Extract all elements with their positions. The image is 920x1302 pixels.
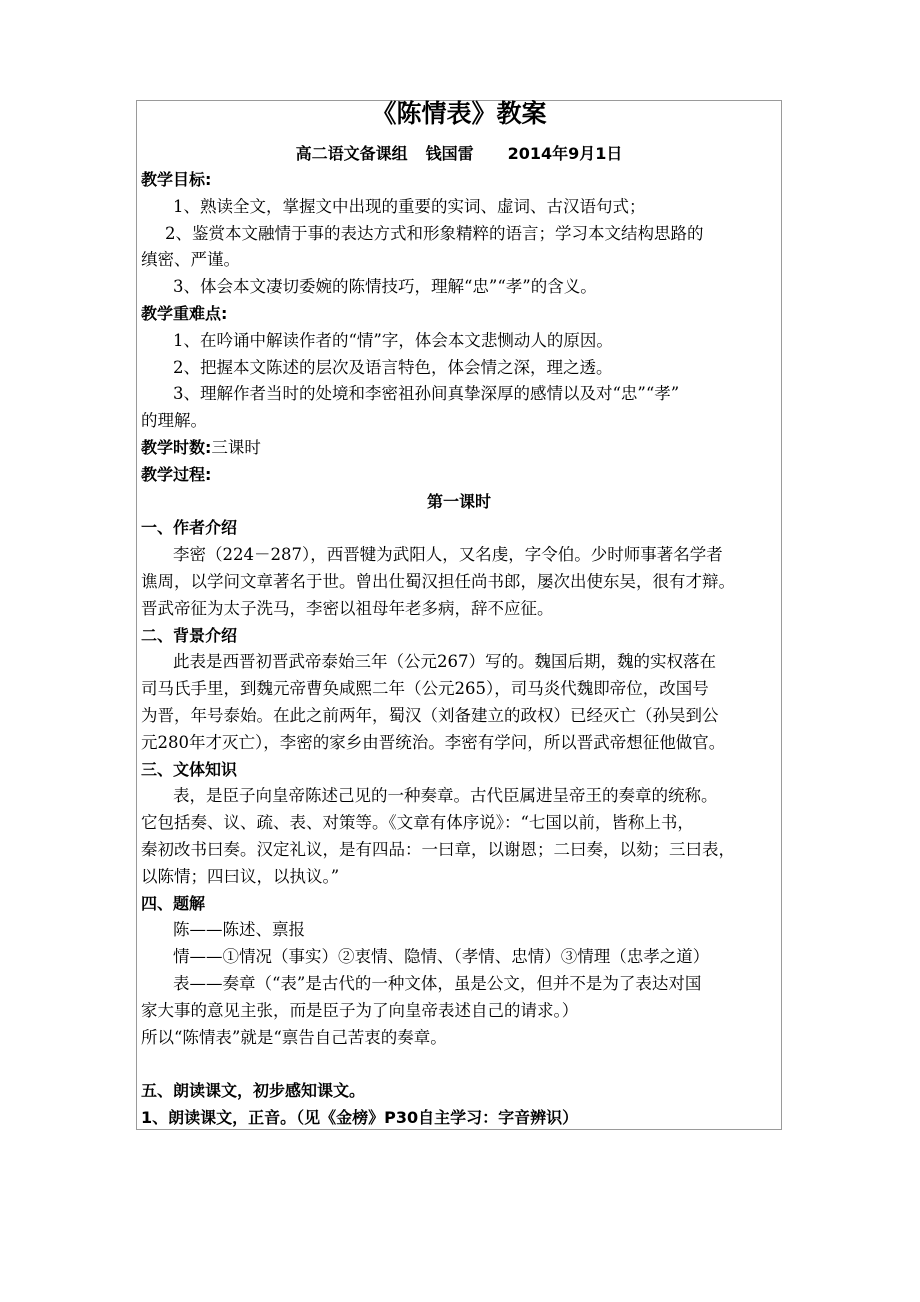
goal-item: 缜密、严谨。 [141,250,240,270]
key-point-item: 1、在吟诵中解读作者的“情”字，体会本文悲恻动人的原因。 [173,330,613,350]
section-genre-heading: 三、文体知识 [141,759,238,779]
process-heading: 教学过程: [141,464,212,484]
key-point-item: 2、把握本文陈述的层次及语言特色，体会情之深，理之透。 [173,357,613,377]
section-line: 元280年才灭亡），李密的家乡由晋统治。李密有学问，所以晋武帝想征他做官。 [141,732,726,752]
section-line: 它包括奏、议、疏、表、对策等。《文章有体序说》：“七国以前，皆称上书， [141,813,694,833]
lesson-plan-document [136,100,782,1130]
goal-item: 3、体会本文凄切委婉的陈情技巧，理解“忠”“孝”的含义。 [173,277,597,297]
lesson-one-heading: 第一课时 [426,491,491,511]
key-point-item: 3、理解作者当时的处境和李密祖孙间真挚深厚的感情以及对“忠”“孝” [173,384,680,404]
section-reading-heading: 五、朗读课文，初步感知课文。 [141,1081,366,1101]
section-line: 情——①情况（事实）②衷情、隐情、（孝情、忠情）③情理（忠孝之道） [173,947,710,967]
teaching-hours [141,435,777,462]
section-line: 晋武帝征为太子洗马，李密以祖母年老多病，辞不应征。 [141,598,554,618]
section-author-heading: 一、作者介绍 [141,518,238,538]
hours-value: 三课时 [211,437,261,457]
section-reading-sub: 1、朗读课文，正音。（见《金榜》P30自主学习：字音辨识） [141,1107,579,1127]
meta-group: 高二语文备课组 [295,144,408,163]
doc-meta [141,141,777,167]
section-line: 以陈情；四曰议，以执议。” [141,866,340,886]
meta-date: 2014年9月1日 [507,144,623,163]
section-line: 秦初改书曰奏。汉定礼议，是有四品：一曰章，以谢恩；二曰奏，以劾；三曰表， [141,839,735,859]
section-line: 陈——陈述、禀报 [173,920,305,940]
key-point-item: 的理解。 [141,411,207,431]
section-line: 表——奏章（“表”是古代的一种文体，虽是公文，但并不是为了表达对国 [173,973,702,993]
section-line: 此表是西晋初晋武帝泰始三年（公元267）写的。魏国后期，魏的实权落在 [173,652,716,672]
hours-label: 教学时数: [141,437,212,457]
section-background-heading: 二、背景介绍 [141,625,238,645]
doc-title: 《陈情表》教案 [371,99,547,128]
section-line: 为晋，年号泰始。在此之前两年，蜀汉（刘备建立的政权）已经灭亡（孙吴到公 [141,705,719,725]
section-title-explain-heading: 四、题解 [141,893,206,913]
section-line: 表，是臣子向皇帝陈述己见的一种奏章。古代臣属进呈帝王的奏章的统称。 [173,786,718,806]
goals-heading: 教学目标: [141,170,212,189]
section-line: 所以“陈情表”就是“禀告自己苦衷的奏章。 [141,1027,447,1047]
section-line: 李密（224－287），西晋犍为武阳人，又名虔，字令伯。少时师事著名学者 [173,545,723,565]
section-line: 司马氏手里，到魏元帝曹奂咸熙二年（公元265），司马炎代魏即帝位，改国号 [141,679,709,699]
key-points-heading: 教学重难点: [141,303,228,323]
blank-line [141,1051,777,1078]
section-line: 家大事的意见主张，而是臣子为了向皇帝表述自己的请求。） [141,1000,579,1020]
goal-item: 1、熟读全文，掌握文中出现的重要的实词、虚词、古汉语句式； [173,196,646,216]
meta-author: 钱国雷 [425,144,474,163]
section-line: 谯周，以学问文章著名于世。曾出仕蜀汉担任尚书郎，屡次出使东吴，很有才辩。 [141,571,735,591]
goal-item: 2、鉴赏本文融情于事的表达方式和形象精粹的语言；学习本文结构思路的 [165,223,704,243]
